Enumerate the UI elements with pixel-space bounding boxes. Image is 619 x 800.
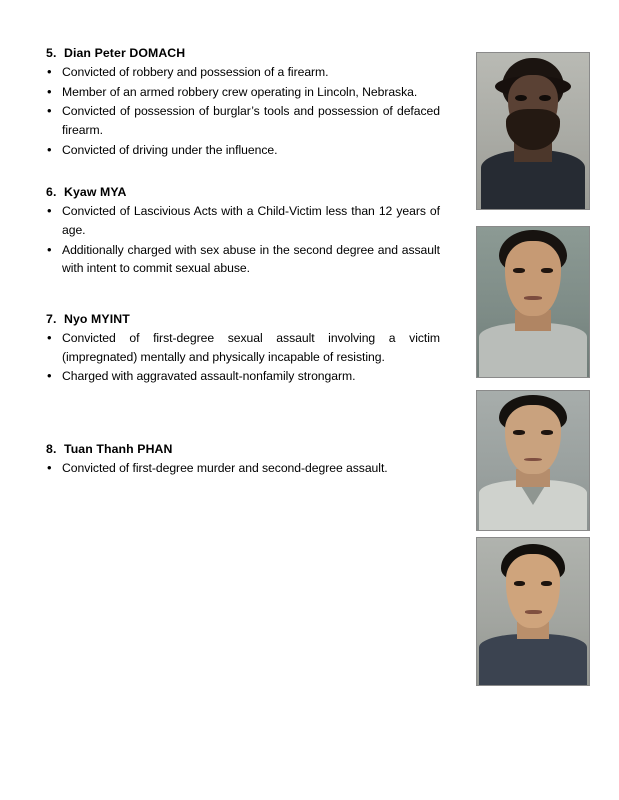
entry-name: Dian Peter DOMACH xyxy=(64,46,186,60)
entry-heading xyxy=(40,442,450,457)
list-item: • Convicted of possession of burglar’s tools and possession of defaced firearm. xyxy=(40,102,440,139)
entry-name: Nyo MYINT xyxy=(64,311,130,326)
list-item: • Convicted of Lascivious Acts with a Child-Victim less than 12 years of age. xyxy=(40,202,440,239)
mugshot-photo xyxy=(476,226,590,378)
mugshot-background xyxy=(477,538,589,685)
mugshot-background xyxy=(477,391,589,530)
mugshot-eyes xyxy=(513,268,553,273)
entry-heading xyxy=(40,46,440,61)
mugshot-eyes xyxy=(513,430,553,435)
list-item: • Convicted of first-degree sexual assault involving a victim (impregnated) mentally and physically incapable of resisting. xyxy=(40,329,440,366)
entry-heading xyxy=(40,185,440,200)
entry-name: Kyaw MYA xyxy=(64,185,127,200)
entry-heading xyxy=(40,312,440,327)
list-item: • Member of an armed robbery crew operating in Lincoln, Nebraska. xyxy=(40,83,440,102)
list-item: • Charged with aggravated assault-nonfamily strongarm. xyxy=(40,367,440,386)
mugshot-mouth xyxy=(524,296,542,300)
mugshot-face xyxy=(505,405,561,475)
mugshot-eyes xyxy=(514,581,552,586)
mugshot-shirt xyxy=(479,323,587,377)
mugshot-shirt xyxy=(479,634,587,685)
entry-number: 6. xyxy=(46,185,57,200)
entry-number: 8. xyxy=(46,441,57,456)
mugshot-background xyxy=(477,53,589,209)
mugshot-mouth xyxy=(524,458,542,461)
entry-bullet-list xyxy=(40,63,440,159)
entry-number: 7. xyxy=(46,311,57,326)
mugshot-eyes xyxy=(515,95,551,101)
mugshot-background xyxy=(477,227,589,377)
mugshot-photo xyxy=(476,52,590,210)
list-item: • Convicted of robbery and possession of a firearm. xyxy=(40,63,440,82)
entry-name: Tuan Thanh PHAN xyxy=(64,441,173,456)
mugshot-face xyxy=(506,554,560,628)
entry-bullet-list xyxy=(40,459,450,478)
list-item: • Convicted of first-degree murder and second-degree assault. xyxy=(40,459,450,478)
entry-bullet-list xyxy=(40,329,440,386)
mugshot-mouth xyxy=(525,610,542,614)
mugshot-face xyxy=(505,241,561,316)
mugshot-photo xyxy=(476,537,590,686)
entry-number: 5. xyxy=(46,46,57,60)
list-item: • Convicted of driving under the influence. xyxy=(40,141,440,160)
list-item: • Additionally charged with sex abuse in the second degree and assault with intent to commit sexual abuse. xyxy=(40,241,440,278)
mugshot-photo xyxy=(476,390,590,531)
entry-bullet-list xyxy=(40,202,440,277)
